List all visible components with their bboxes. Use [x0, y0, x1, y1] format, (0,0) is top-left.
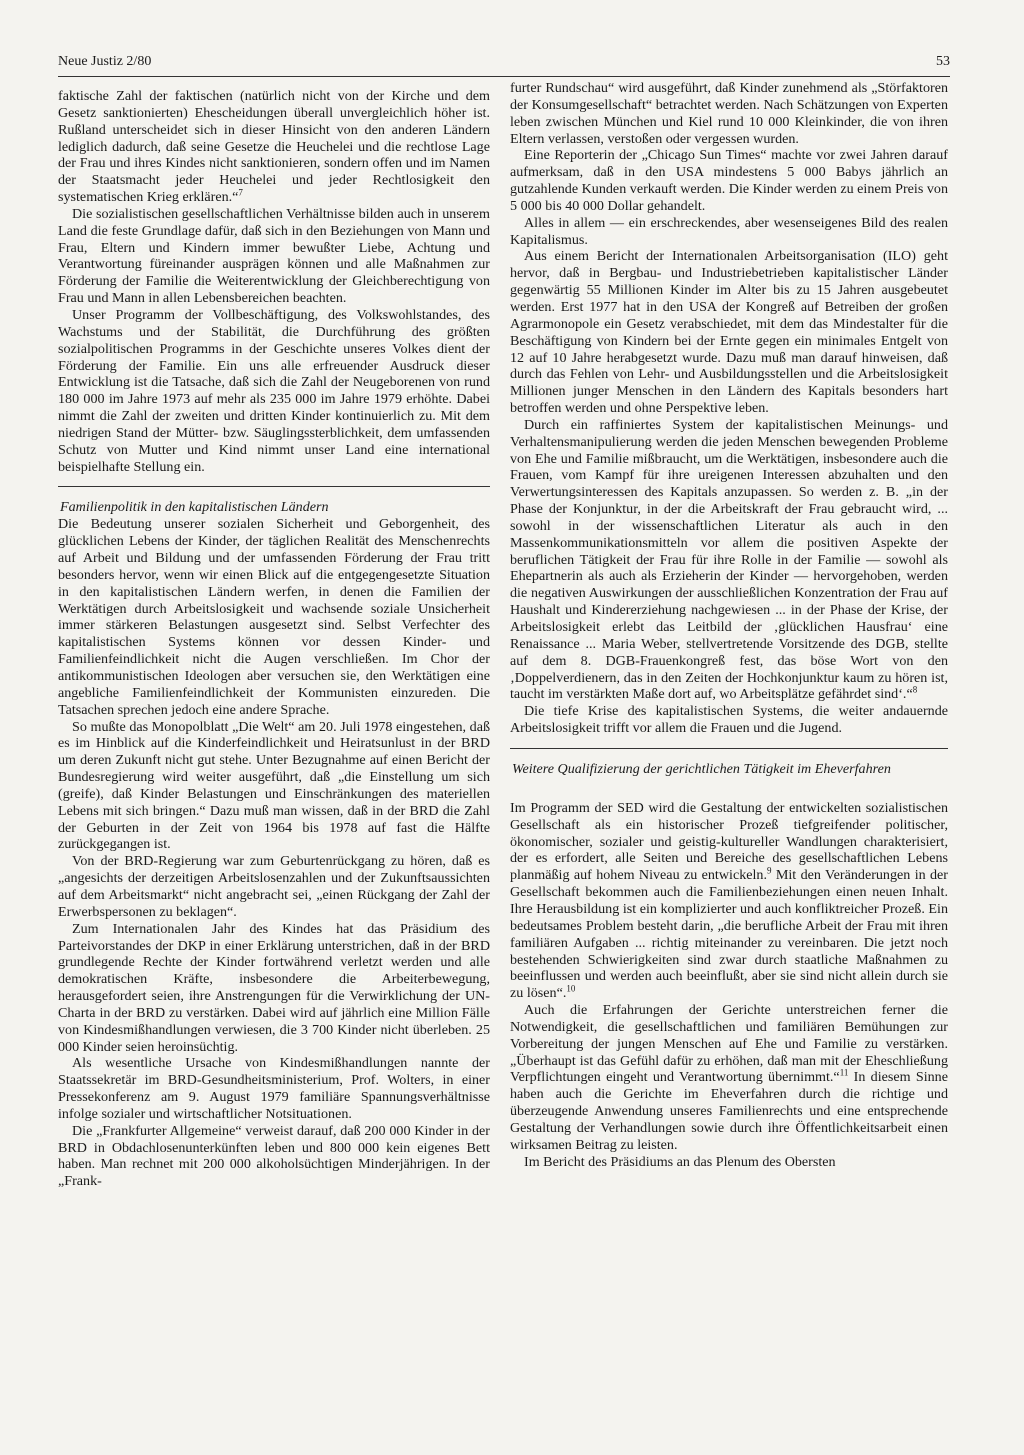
paragraph: Zum Internationalen Jahr des Kindes hat das Präsidium des Parteivorstandes der DKP in einer Erklärung unterstrichen, daß in der BRD grundlegende Rechte der Kinder fortwährend verletzt werden und alle demokratischen Kräfte, insbesondere die Arbeiterbewegung, herausgefordert seien, ihre Anstrengungen für die Verwirklichung der UN-Charta in der BRD zu verstärken. Dabei wird auf jährlich eine Million Fälle von Kindesmißhandlungen verwiesen, die 3 700 Kinder nicht überleben. 25 000 Kinder seien heroinsüchtig.: [58, 920, 490, 1055]
paragraph: Von der BRD-Regierung war zum Geburtenrückgang zu hören, daß es „angesichts der derzeitigen Arbeitslosenzahlen und der Zukunftsaussichten auf dem Arbeitsmarkt“ nicht angebracht sei, „einen Rückgang der Zahl der Erwerbspersonen zu beklagen“.: [58, 853, 490, 920]
paragraph: Als wesentliche Ursache von Kindesmißhandlungen nannte der Staatssekretär im BRD-Gesundheitsministerium, Prof. Wolters, in einer Pressekonferenz am 9. August 1979 familiäre Spannungsverhältnisse infolge sozialer und wirtschaftlicher Notsituationen.: [58, 1055, 490, 1122]
paragraph: Im Programm der SED wird die Gestaltung der entwickelten sozialistischen Gesellschaft als ein historischer Prozeß tiefgreifender politischer, ökonomischer, sozialer und geistig-kultureller Wandlungen charakterisiert, der es erfordert, alle Seiten und Bereiche des gesellschaftlichen Lebens planmäßig auf hohem Niveau zu entwickeln.$^9$ Mit den Veränderungen in der Gesellschaft bekommen auch die Familienbeziehungen einen neuen Inhalt. Ihre Herausbildung ist ein komplizierter und auch konfliktreicher Prozeß. Ein bedeutsames Problem besteht darin, „die berufliche Arbeit der Frau mit ihren familiären Aufgaben ... richtig miteinander zu vereinbaren. Die jetzt noch bestehenden Schwierigkeiten sind zwar durch staatliche Maßnahmen zu beeinflussen und werden auch beeinflußt, aber sie sind nicht allein durch sie zu lösen“.$^{10}$: [510, 799, 949, 1002]
paragraph: Die tiefe Krise des kapitalistischen Systems, die weiter andauernde Arbeitslosigkeit trifft vor allem die Frauen und die Jugend.: [510, 703, 948, 737]
right-column: [510, 80, 948, 1170]
footnote-ref: 11: [839, 1067, 849, 1078]
paragraph: Die sozialistischen gesellschaftlichen Verhältnisse bilden auch in unserem Land die feste Grundlage dafür, daß sich in den Beziehungen von Mann und Frau, Eltern und Kindern immer bewußter Liebe, Achtung und Verantwortung füreinander ausprägen können und alle Maßnahmen zur Förderung der Familie die Weiterentwicklung der Gleichberechtigung von Frau und Mann in allen Lebensbereichen beachten.: [58, 205, 490, 307]
paragraph: Die „Frankfurter Allgemeine“ verweist darauf, daß 200 000 Kinder in der BRD in Obdachlosenunterkünften leben und 800 000 kein eigenes Bett haben. Man rechnet mit 200 000 alkoholsüchtigen Minderjährigen. In der „Frank-: [58, 1122, 490, 1190]
paragraph: Die Bedeutung unserer sozialen Sicherheit und Geborgenheit, des glücklichen Lebens der Kinder, der täglichen Realität des Menschenrechts auf Arbeit und Bildung und der umfassenden Förderung der Frau tritt besonders hervor, wenn wir einen Blick auf die entgegengesetzte Situation in den kapitalistischen Ländern werfen, in denen die Familien der Werktätigen durch Arbeitslosigkeit und wachsende soziale Unsicherheit immer stärkeren Belastungen ausgesetzt sind. Selbst Verfechter des kapitalistischen Systems können vor dessen Kinder- und Familienfeindlichkeit nicht die Augen verschließen. Im Chor der antikommunistischen Ideologen aber versuchen sie, den Werktätigen eine angebliche Familienfeindlichkeit der Kommunisten einzureden. Die Tatsachen sprechen jedoch eine andere Sprache.: [58, 516, 490, 718]
journal-issue: Neue Justiz 2/80: [58, 54, 152, 69]
paragraph: Im Bericht des Präsidiums an das Plenum des Obersten: [524, 1153, 836, 1170]
footnote-ref: 7: [238, 187, 243, 198]
footnote-ref: 8: [912, 684, 918, 695]
page-header: [58, 50, 950, 77]
paragraph: Auch die Erfahrungen der Gerichte unterstreichen ferner die Notwendigkeit, die gesellschaftlichen und familiären Bemühungen zur Vorbereitung der jungen Menschen auf Ehe und Familie zu verstärken. „Überhaupt ist das Gefühl dafür zu erhöhen, daß man mit der Eheschließung Verpflichtungen eingeht und Verantwortung übernimmt.“$^{11}$ In diesem Sinne haben auch die Gerichte im Eheverfahren durch die richtige und überzeugende Anwendung unseres Familienrechts und eine entsprechende Gestaltung der Verhandlungen sowie durch ihre Öffentlichkeitsarbeit einen wirksamen Beitrag zu leisten.: [510, 1002, 948, 1153]
paragraph: Aus einem Bericht der Internationalen Arbeitsorganisation (ILO) geht hervor, daß in Bergbau- und Industriebetrieben kapitalistischer Länder gegenwärtig 55 Millionen Kinder im Alter bis zu 15 Jahren ausgebeutet werden. Erst 1977 hat in den USA der Kongreß auf Betreiben der großen Agrarmonopole ein Gesetz verabschiedet, mit dem das Mindestalter für die Beschäftigung von Kindern bei der Ernte gegen ein minimales Entgelt von 12 auf 10 Jahre herabgesetzt wurde. Dazu muß man darauf hinweisen, daß durch das Fehlen von Lehr- und Ausbildungsstellen und die Arbeitslosigkeit Millionen junger Menschen in den Ländern des Kapitals besonders hart betroffen werden und ohne Perspektive leben.: [510, 248, 948, 417]
section-divider: [510, 748, 948, 749]
section-heading: Weitere Qualifizierung der gerichtlichen Tätigkeit im Eheverfahren: [512, 760, 891, 777]
paragraph: faktische Zahl der faktischen (natürlich nicht von der Kirche und dem Gesetz sanktionierten) Ehescheidungen überall unvergleichlich höher ist. Rußland unterscheidet sich in dieser Hinsicht von den anderen Ländern lediglich dadurch, daß seine Gesetze die Heuchelei und die rechtlose Lage der Frau und ihres Kindes nicht sanktionieren, sondern offen und im Namen der Staatsmacht jeder Heuchelei und jeder Rechtlosigkeit den systematischen Krieg erklären.“$^7$: [58, 88, 490, 206]
paragraph: Unser Programm der Vollbeschäftigung, des Volkswohlstandes, des Wachstums und der Stabilität, die Durchführung des größten sozialpolitischen Programms in der Geschichte unseres Volkes dient der Förderung der Familie. Ein uns alle erfreuender Ausdruck dieser Entwicklung ist die Tatsache, daß sich die Zahl der Neugeborenen von rund 180 000 im Jahre 1973 auf mehr als 235 000 im Jahre 1979 erhöhte. Dabei nimmt die Zahl der zweiten und dritten Kinder kontinuierlich zu. Mit dem niedrigen Stand der Mütter- bzw. Säuglingssterblichkeit, dem umfassenden Schutz von Mutter und Kind nimmt unser Land eine international beispielhafte Stellung ein.: [58, 306, 490, 475]
footnote-ref: 10: [566, 983, 576, 994]
paragraph: Alles in allem — ein erschreckendes, aber wesenseigenes Bild des realen Kapitalismus.: [510, 214, 948, 248]
left-column: [58, 88, 490, 1190]
section-divider: [58, 486, 490, 487]
paragraph: furter Rundschau“ wird ausgeführt, daß Kinder zunehmend als „Störfaktoren der Konsumgesellschaft“ betrachtet werden. Nach Schätzungen von Experten leben zwischen München und Kiel rund 10 000 Kleinkinder, die von ihren Eltern verlassen, verstoßen oder vergessen wurden.: [510, 80, 948, 147]
paragraph: Durch ein raffiniertes System der kapitalistischen Meinungs- und Verhaltensmanipulierung werden die jeden Menschen bewegenden Probleme von Ehe und Familie mißbraucht, um die Werktätigen, insbesondere auch die Frauen, vom Kampf für ihre ureigenen Interessen abzuhalten und den Verwertungsinteressen des Kapitals anzupassen. So werden z. B. „in der Phase der Konjunktur, in der die Arbeitskraft der Frau gebraucht wird, ... sowohl in der wissenschaftlichen Literatur als auch in den Massenkommunikationsmitteln vor allem die positiven Aspekte der beruflichen Tätigkeit der Frau für ihre Rolle in der Familie — sowohl als Ehepartnerin als auch als Erzieherin der Kinder — hervorgehoben, werden die negativen Auswirkungen der ausschließlichen Konzentration der Frau auf Haushalt und Kindererziehung nachgewiesen ... in der Phase der Krise, der Arbeitslosigkeit erlebt das Leitbild der ‚glücklichen Hausfrau‘ eine Renaissance ... Maria Weber, stellvertretende Vorsitzende des DGB, stellte auf dem 8. DGB-Frauenkongreß fest, das böse Wort von den ‚Doppelverdienern, das in den Zeiten der Hochkonjunktur kaum zu hören ist, taucht im verstärkten Maße dort auf, wo Arbeitsplätze gefährdet sind‘.“$^8$: [510, 416, 948, 703]
footnote-ref: 9: [767, 865, 772, 876]
section-heading: Familienpolitik in den kapitalistischen Ländern: [60, 499, 329, 516]
paragraph: Eine Reporterin der „Chicago Sun Times“ machte vor zwei Jahren darauf aufmerksam, daß in den USA mindestens 5 000 Babys jährlich an gutzahlende Kunden verkauft werden. Die Kinder werden zu einem Preis von 5 000 bis 40 000 Dollar gehandelt.: [510, 147, 948, 214]
page-number: 53: [936, 54, 950, 69]
paragraph: So mußte das Monopolblatt „Die Welt“ am 20. Juli 1978 eingestehen, daß es im Hinblick auf die Kinderfeindlichkeit und Heiratsunlust in der BRD um deren Zukunft nicht gut stehe. Unter Bezugnahme auf einen Bericht der Bundesregierung wird weiter ausgeführt, daß „die Einstellung um sich (greife), daß Kinder Belastungen und Einschränkungen des materiellen Lebens mit sich bringen.“ Dazu muß man wissen, daß in der BRD die Zahl der Geburten in der Zeit von 1964 bis 1978 auf fast die Hälfte zurückgegangen ist.: [58, 718, 490, 853]
